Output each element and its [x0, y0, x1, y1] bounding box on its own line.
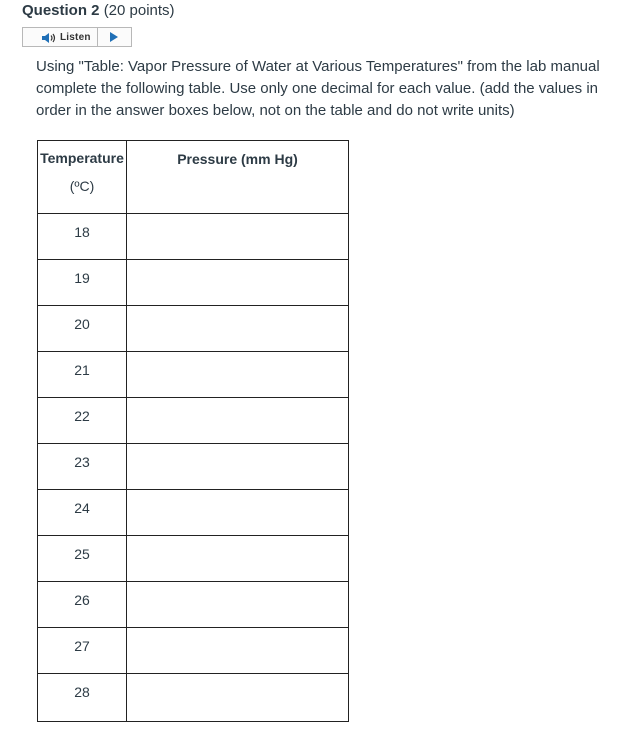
pressure-cell — [127, 582, 349, 628]
question-instructions: Using "Table: Vapor Pressure of Water at Various Temperatures" from the lab manual complete the following table. Use only one decimal for each value. (add the values in order in the answer boxes below, not on the table and do not write units) — [36, 58, 600, 119]
pressure-input[interactable] — [127, 260, 348, 305]
pressure-cell — [127, 674, 349, 722]
table-row — [38, 306, 349, 352]
table-row — [38, 582, 349, 628]
pressure-input[interactable] — [127, 398, 348, 443]
table-row — [38, 214, 349, 260]
speaker-icon — [41, 31, 57, 43]
table-row — [38, 536, 349, 582]
temperature-cell: 25 — [38, 536, 127, 582]
table-row — [38, 352, 349, 398]
pressure-cell — [127, 490, 349, 536]
temperature-cell: 20 — [38, 306, 127, 352]
vapor-pressure-table — [37, 140, 349, 722]
pressure-cell — [127, 352, 349, 398]
table-row — [38, 260, 349, 306]
table-row — [38, 674, 349, 722]
temperature-cell: 27 — [38, 628, 127, 674]
pressure-header-label: Pressure (mm Hg) — [177, 151, 298, 167]
temperature-cell: 26 — [38, 582, 127, 628]
pressure-cell — [127, 214, 349, 260]
listen-toolbar — [22, 27, 132, 47]
listen-label: Listen — [60, 31, 91, 43]
temperature-header-unit: (ºC) — [69, 178, 95, 194]
pressure-input[interactable] — [127, 444, 348, 489]
play-button[interactable] — [98, 28, 131, 46]
pressure-cell — [127, 398, 349, 444]
temperature-cell: 23 — [38, 444, 127, 490]
temperature-column-header — [38, 141, 127, 214]
temperature-cell: 28 — [38, 674, 127, 722]
listen-button[interactable] — [23, 28, 98, 46]
temperature-header-label: Temperature — [40, 150, 124, 166]
temperature-cell: 19 — [38, 260, 127, 306]
play-icon — [110, 32, 118, 42]
pressure-input[interactable] — [127, 352, 348, 397]
pressure-cell — [127, 306, 349, 352]
table-header-row — [38, 141, 349, 214]
temperature-cell: 22 — [38, 398, 127, 444]
table-row — [38, 628, 349, 674]
pressure-input[interactable] — [127, 536, 348, 581]
temperature-cell: 21 — [38, 352, 127, 398]
pressure-input[interactable] — [127, 490, 348, 535]
question-points: (20 points) — [103, 2, 175, 19]
question-header — [22, 1, 175, 21]
pressure-input[interactable] — [127, 628, 348, 673]
pressure-cell — [127, 536, 349, 582]
table-row — [38, 490, 349, 536]
pressure-column-header — [127, 141, 349, 214]
temperature-cell: 24 — [38, 490, 127, 536]
pressure-cell — [127, 260, 349, 306]
pressure-input[interactable] — [127, 582, 348, 627]
question-title: Question 2 — [22, 2, 100, 19]
pressure-cell — [127, 444, 349, 490]
pressure-input[interactable] — [127, 214, 348, 259]
pressure-input[interactable] — [127, 674, 348, 721]
table-row — [38, 444, 349, 490]
table-row — [38, 398, 349, 444]
pressure-input[interactable] — [127, 306, 348, 351]
temperature-cell: 18 — [38, 214, 127, 260]
pressure-cell — [127, 628, 349, 674]
